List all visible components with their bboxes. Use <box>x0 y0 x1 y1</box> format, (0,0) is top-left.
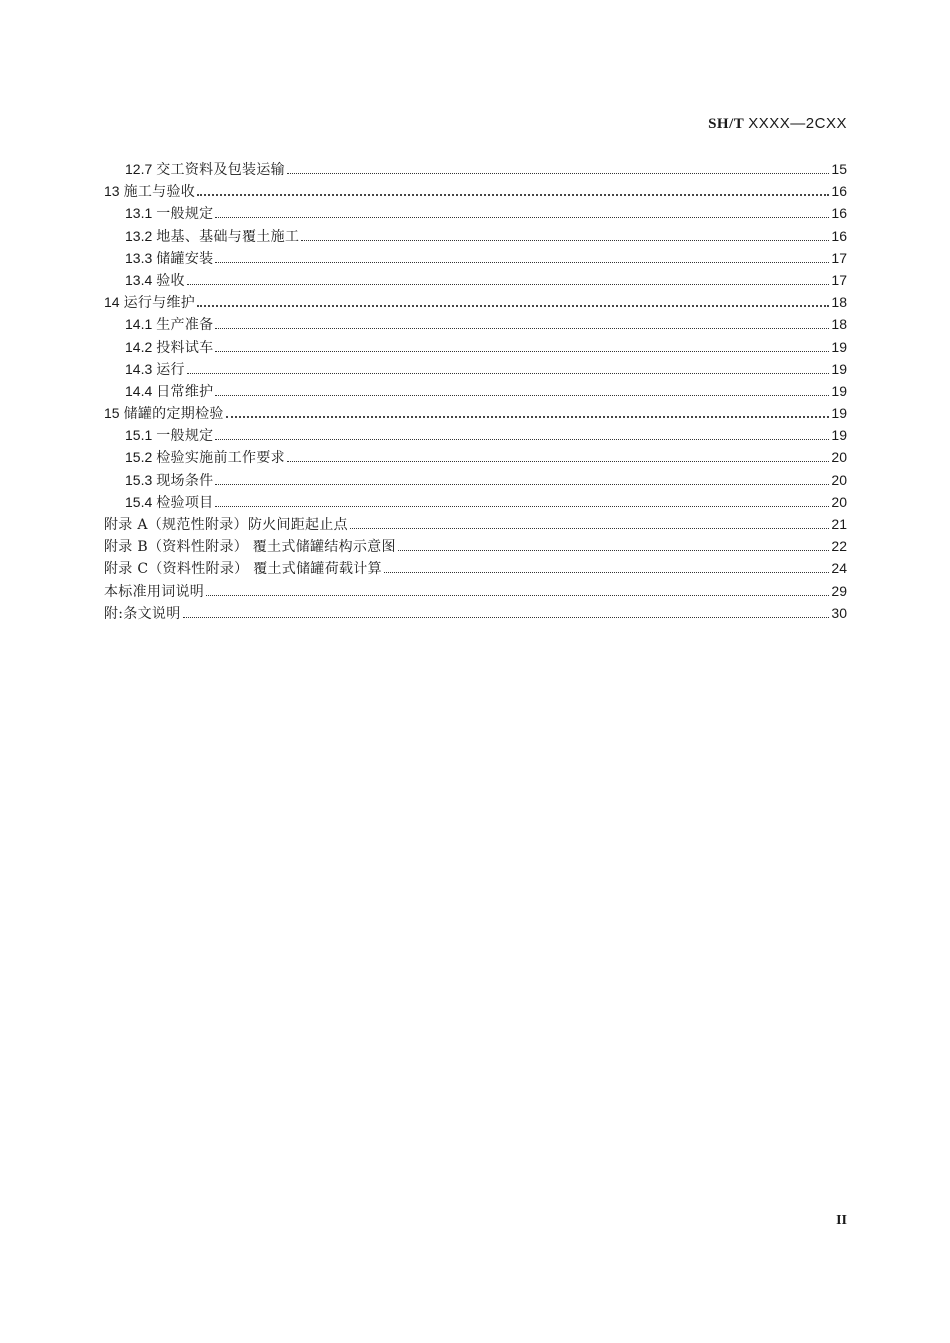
toc-entry[interactable] <box>104 513 847 535</box>
toc-dot-leader <box>183 616 830 618</box>
toc-entry-number: 15.3 <box>125 471 153 488</box>
toc-entry-title: 现场条件 <box>156 472 214 489</box>
toc-entry-title: 储罐的定期检验 <box>123 406 224 423</box>
toc-entry-page: 29 <box>831 582 847 599</box>
toc-entry[interactable] <box>104 336 847 358</box>
toc-entry-title: 生产准备 <box>156 317 214 334</box>
toc-entry-title: 附录 C（资料性附录） 覆土式储罐荷载计算 <box>104 561 382 578</box>
toc-dot-leader <box>197 193 829 196</box>
toc-dot-leader <box>215 216 829 218</box>
toc-entry[interactable] <box>104 424 847 446</box>
toc-entry-page: 16 <box>831 227 847 244</box>
toc-entry-title: 验收 <box>156 272 185 289</box>
toc-entry-title: 日常维护 <box>156 383 214 400</box>
toc-entry-title: 附:条文说明 <box>104 605 181 622</box>
toc-entry[interactable] <box>104 446 847 468</box>
toc-entry-number: 14.4 <box>125 382 153 399</box>
toc-entry[interactable] <box>104 358 847 380</box>
toc-entry-page: 19 <box>831 360 847 377</box>
toc-entry[interactable] <box>104 535 847 557</box>
toc-dot-leader <box>384 571 830 573</box>
toc-entry-title: 检验实施前工作要求 <box>156 450 285 467</box>
toc-entry-title: 投料试车 <box>156 339 214 356</box>
standard-code-header <box>708 114 847 133</box>
toc-entry[interactable] <box>104 313 847 335</box>
toc-dot-leader <box>226 415 830 418</box>
toc-entry-page: 24 <box>831 560 847 577</box>
toc-dot-leader <box>350 527 829 529</box>
toc-entry[interactable] <box>104 247 847 269</box>
toc-entry-page: 17 <box>831 271 847 288</box>
toc-dot-leader <box>287 460 829 462</box>
toc-entry[interactable] <box>104 291 847 313</box>
toc-dot-leader <box>197 304 829 307</box>
toc-entry-title: 一般规定 <box>156 206 214 223</box>
toc-entry-title: 本标准用词说明 <box>104 583 205 600</box>
toc-entry-number: 13.2 <box>125 227 153 244</box>
toc-entry-number: 14 <box>104 294 120 311</box>
toc-entry-page: 20 <box>831 493 847 510</box>
toc-entry-number: 13 <box>104 183 120 200</box>
toc-entry-title: 一般规定 <box>156 428 214 445</box>
toc-entry-number: 15.4 <box>125 493 153 510</box>
toc-dot-leader <box>215 327 829 329</box>
toc-entry-page: 16 <box>831 183 847 200</box>
toc-entry[interactable] <box>104 225 847 247</box>
standard-number: XXXX—2CXX <box>748 115 847 132</box>
toc-entry[interactable] <box>104 180 847 202</box>
toc-entry-page: 20 <box>831 471 847 488</box>
toc-entry-title: 附录 B（资料性附录） 覆土式储罐结构示意图 <box>104 539 396 556</box>
toc-dot-leader <box>215 438 829 440</box>
standard-code: SH/T <box>708 116 745 132</box>
toc-entry[interactable] <box>104 158 847 180</box>
toc-entry-title: 施工与验收 <box>123 184 196 201</box>
toc-dot-leader <box>215 483 829 485</box>
toc-entry-page: 19 <box>831 405 847 422</box>
toc-entry-number: 15 <box>104 405 120 422</box>
toc-entry-number: 14.1 <box>125 316 153 333</box>
toc-entry-title: 附录 A（规范性附录）防火间距起止点 <box>104 517 348 533</box>
toc-entry[interactable] <box>104 580 847 602</box>
toc-entry-number: 12.7 <box>125 161 153 177</box>
toc-entry-page: 19 <box>831 338 847 355</box>
toc-entry[interactable] <box>104 380 847 402</box>
toc-entry-page: 17 <box>831 249 847 266</box>
toc-dot-leader <box>215 261 829 263</box>
toc-dot-leader <box>398 549 830 551</box>
toc-dot-leader <box>215 350 829 352</box>
toc-entry-page: 20 <box>831 449 847 466</box>
toc-entry[interactable] <box>104 557 847 579</box>
toc-entry-title: 运行 <box>156 361 185 378</box>
toc-dot-leader <box>301 239 829 241</box>
toc-dot-leader <box>215 505 829 507</box>
toc-entry[interactable] <box>104 402 847 424</box>
toc-entry-title: 地基、基础与覆土施工 <box>156 228 300 245</box>
toc-entry-page: 19 <box>831 382 847 399</box>
toc-entry-page: 18 <box>831 316 847 333</box>
toc-dot-leader <box>206 594 829 596</box>
toc-entry-page: 30 <box>831 604 847 621</box>
toc-entry-number: 15.1 <box>125 427 153 444</box>
toc-entry-page: 15 <box>831 161 847 177</box>
toc-dot-leader <box>187 372 830 374</box>
toc-entry-page: 22 <box>831 538 847 555</box>
toc-dot-leader <box>187 283 830 285</box>
toc-entry[interactable] <box>104 469 847 491</box>
toc-dot-leader <box>215 394 829 396</box>
page-number: II <box>836 1213 847 1228</box>
toc-entry[interactable] <box>104 269 847 291</box>
toc-entry-number: 14.3 <box>125 360 153 377</box>
toc-entry-page: 18 <box>831 294 847 311</box>
toc-entry-title: 检验项目 <box>156 494 214 511</box>
toc-entry-page: 16 <box>831 205 847 222</box>
toc-entry-number: 13.1 <box>125 205 153 222</box>
toc-entry[interactable] <box>104 602 847 624</box>
toc-entry-number: 13.4 <box>125 271 153 288</box>
toc-entry[interactable] <box>104 491 847 513</box>
toc-entry-number: 14.2 <box>125 338 153 355</box>
table-of-contents <box>104 158 847 624</box>
toc-dot-leader <box>287 172 829 174</box>
toc-entry[interactable] <box>104 202 847 224</box>
toc-entry-page: 19 <box>831 427 847 444</box>
toc-entry-title: 储罐安装 <box>156 250 214 267</box>
toc-entry-page: 21 <box>831 516 847 532</box>
toc-entry-number: 13.3 <box>125 249 153 266</box>
toc-entry-title: 交工资料及包装运输 <box>156 162 285 178</box>
toc-entry-number: 15.2 <box>125 449 153 466</box>
toc-entry-title: 运行与维护 <box>123 295 196 312</box>
